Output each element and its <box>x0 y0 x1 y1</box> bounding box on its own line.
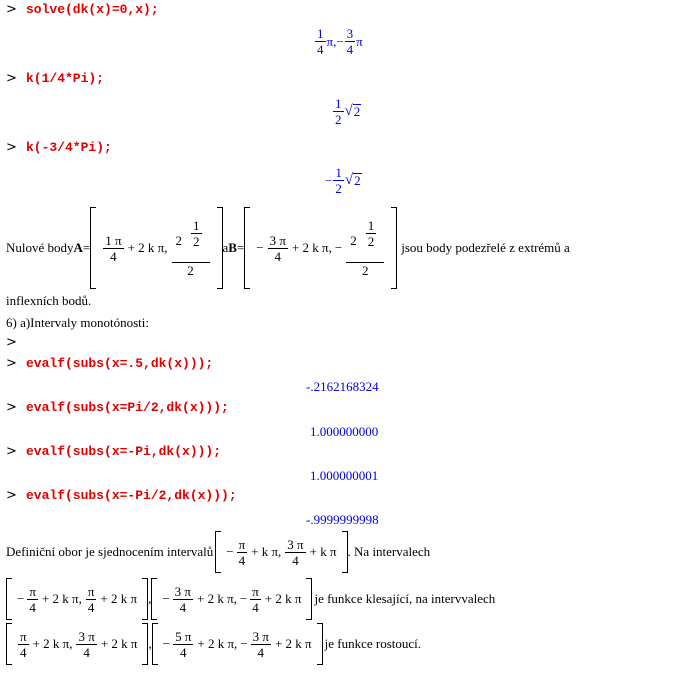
prompt-2: > <box>6 71 17 86</box>
prompt-3: > <box>6 140 17 155</box>
interval: − $\frac{\pi}{4}$ + k π, $\frac{3 \pi}{4}$ + k π <box>215 530 347 574</box>
output-k2: − $\frac{1}{2}$ √ 2 <box>325 165 361 196</box>
fraction: $\frac{3}{4}$ <box>346 26 354 57</box>
command-input-evalf-4[interactable]: evalf(subs(x=-Pi/2,dk(x))); <box>26 488 237 503</box>
paragraph-definicni-obor: Definiční obor je sjednocením intervalů − $\frac{\pi}{4}$ + k π, $\frac{3 \pi}{4}$ + k π . Na intervalech <box>6 530 430 574</box>
command-input-k1[interactable]: k(1/4*Pi); <box>26 71 105 86</box>
command-input-solve[interactable]: solve(dk(x)=0,x); <box>26 2 159 17</box>
fraction: $\frac{1}{4}$ <box>317 26 324 57</box>
matrix-A: $\frac{1 \pi}{4}$ + 2 k π, 2 1 2 2 <box>90 206 222 290</box>
interval: − $\frac{5 \pi}{4}$ + 2 k π, − $\frac{3 \pi}{4}$ + 2 k π <box>152 622 323 666</box>
prompt-5: > <box>6 400 17 415</box>
prompt-1: > <box>6 2 17 17</box>
prompt-4: > <box>6 356 17 371</box>
sqrt-symbol: √ 2 <box>344 172 361 188</box>
sqrt-symbol: √ 2 <box>344 103 361 119</box>
prompt-7: > <box>6 488 17 503</box>
interval: − $\frac{3 \pi}{4}$ + 2 k π, − $\frac{\pi}{4}$ + 2 k π <box>151 577 312 621</box>
prompt-6: > <box>6 444 17 459</box>
paragraph-klesajici: − $\frac{\pi}{4}$ + 2 k π, $\frac{\pi}{4}$ + 2 k π , − $\frac{3 \pi}{4}$ + 2 k π, − $\frac{\pi}{4}$ + 2 k π je funkce klesající, na intervvalech <box>6 577 495 621</box>
command-input-evalf-2[interactable]: evalf(subs(x=Pi/2,dk(x))); <box>26 400 229 415</box>
output-k1 <box>332 96 361 127</box>
output-evalf-1: -.2162168324 <box>306 379 379 394</box>
output-evalf-2: 1.000000000 <box>310 424 379 439</box>
paragraph-rostouci: $\frac{\pi}{4}$ + 2 k π, $\frac{3 \pi}{4}$ + 2 k π , − $\frac{5 \pi}{4}$ + 2 k π, − $\frac{3 \pi}{4}$ + 2 k π je funkce rostoucí. <box>6 622 421 666</box>
fraction: $\frac{1}{2}$ <box>335 96 342 127</box>
output-solve: $\frac{1}{4}$ π , − $\frac{3}{4}$ π <box>317 26 363 57</box>
fraction: $\frac{1}{2}$ <box>335 165 342 196</box>
output-evalf-3: 1.000000001 <box>310 468 379 483</box>
matrix-B: − $\frac{3 \pi}{4}$ + 2 k π, − 2 1 2 2 <box>244 206 397 290</box>
command-input-evalf-3[interactable]: evalf(subs(x=-Pi,dk(x))); <box>26 444 222 459</box>
prompt-empty[interactable]: > <box>6 335 17 350</box>
command-input-k2[interactable]: k(-3/4*Pi); <box>26 140 112 155</box>
paragraph-nulove-body: Nulové body A = $\frac{1 \pi}{4}$ + 2 k π, 2 1 2 2 a B = − $\frac{3 \pi}{4}$ + 2 k π, − 2 1 2 2 jsou body podezřelé z extrémů a <box>6 206 570 290</box>
label-A: A <box>73 240 83 255</box>
output-evalf-4: -.9999999998 <box>306 512 379 527</box>
paragraph-nulove-body-line2: inflexních bodů. <box>6 293 92 308</box>
label-B: B <box>228 240 237 255</box>
interval: − $\frac{\pi}{4}$ + 2 k π, $\frac{\pi}{4}$ + 2 k π <box>6 577 148 621</box>
command-input-evalf-1[interactable]: evalf(subs(x=.5,dk(x))); <box>26 356 214 371</box>
section-heading-monotonosti: 6) a)Intervaly monotónosti: <box>6 315 149 330</box>
interval: $\frac{\pi}{4}$ + 2 k π, $\frac{3 \pi}{4}$ + 2 k π <box>6 622 148 666</box>
